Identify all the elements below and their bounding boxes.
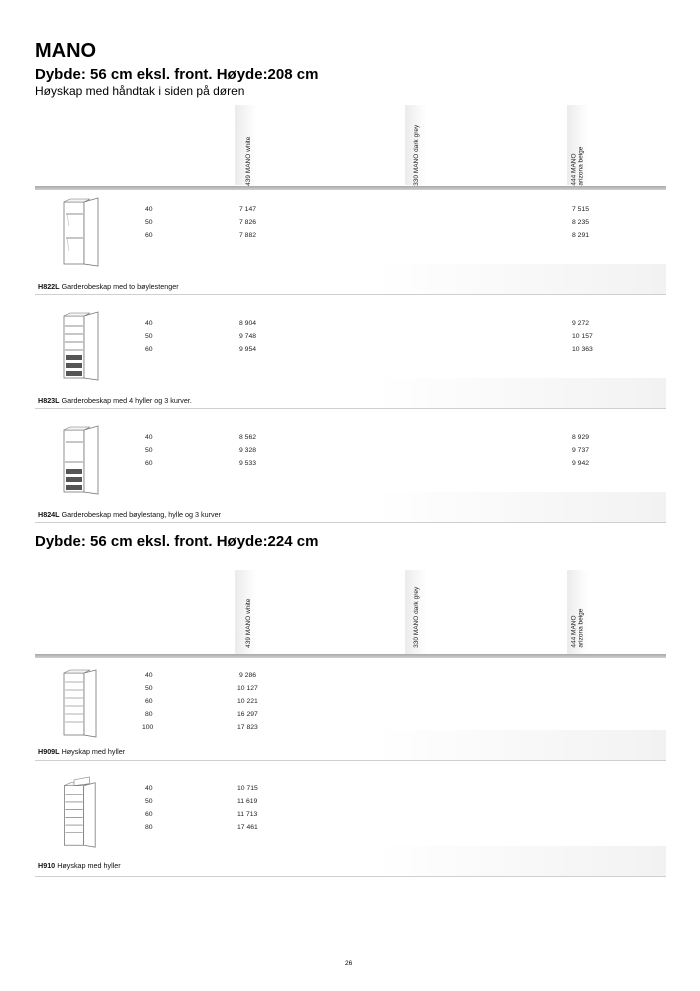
cabinet-thumbnail: [50, 665, 100, 740]
product-description: Høyskap med hyller: [57, 861, 121, 870]
size-value: 40: [145, 434, 153, 441]
row-shade: [376, 730, 666, 760]
product-code: H824L: [38, 510, 60, 519]
price-beige: 9 942: [572, 460, 590, 467]
row-shade: [376, 378, 666, 408]
price-white: 9 328: [239, 447, 257, 454]
price-white: 17 823: [237, 724, 258, 731]
section-1-subheading: Høyskap med håndtak i siden på døren: [35, 84, 245, 98]
product-row-h824l: [35, 419, 666, 523]
section-2-heading: Dybde: 56 cm eksl. front. Høyde:224 cm: [35, 533, 319, 550]
size-value: 60: [145, 698, 153, 705]
product-row-h822l: [35, 191, 666, 295]
size-value: 40: [145, 206, 153, 213]
size-value: 50: [145, 798, 153, 805]
product-caption: [38, 396, 192, 405]
row-shade: [376, 846, 666, 876]
brand-title: MANO: [35, 40, 97, 62]
size-value: 50: [145, 447, 153, 454]
price-white: 9 954: [239, 346, 257, 353]
price-beige: 10 363: [572, 346, 593, 353]
price-beige: 7 515: [572, 206, 590, 213]
column-label-dark-grey: 330 MANO dark grey: [413, 124, 421, 186]
size-value: 80: [145, 711, 153, 718]
cabinet-thumbnail: [50, 196, 100, 271]
product-description: Garderobeskap med bøylestang, hylle og 3 kurver: [61, 510, 221, 519]
price-beige: 9 737: [572, 447, 590, 454]
price-white: 11 713: [237, 811, 258, 818]
price-white: 8 562: [239, 434, 257, 441]
product-row-h910: [35, 773, 666, 877]
price-white: 10 221: [237, 698, 258, 705]
price-white: 7 147: [239, 206, 257, 213]
product-description: Garderobeskap med to bøylestenger: [61, 282, 179, 291]
section-1-heading: Dybde: 56 cm eksl. front. Høyde:208 cm: [35, 66, 319, 83]
price-beige: 9 272: [572, 320, 590, 327]
price-white: 10 715: [237, 785, 258, 792]
price-beige: 8 929: [572, 434, 590, 441]
cabinet-thumbnail: [50, 776, 100, 851]
price-white: 11 619: [237, 798, 258, 805]
product-code: H822L: [38, 282, 60, 291]
price-white: 10 127: [237, 685, 258, 692]
row-shade: [376, 492, 666, 522]
section-1-column-header: [35, 105, 666, 190]
size-value: 60: [145, 346, 153, 353]
size-value: 50: [145, 685, 153, 692]
product-description: Garderobeskap med 4 hyller og 3 kurver.: [61, 396, 192, 405]
product-code: H909L: [38, 747, 60, 756]
price-white: 17 461: [237, 824, 258, 831]
price-white: 9 533: [239, 460, 257, 467]
header-rule: [35, 654, 666, 658]
size-value: 80: [145, 824, 153, 831]
header-rule: [35, 186, 666, 190]
section-2-column-header: [35, 570, 666, 660]
size-value: 40: [145, 672, 153, 679]
price-white: 7 826: [239, 219, 257, 226]
cabinet-thumbnail: [50, 424, 100, 499]
price-white: 16 297: [237, 711, 258, 718]
size-value: 60: [145, 232, 153, 239]
size-value: 60: [145, 460, 153, 467]
product-code: H823L: [38, 396, 60, 405]
product-caption: [38, 510, 221, 519]
price-white: 7 882: [239, 232, 257, 239]
page-number: 26: [345, 960, 353, 967]
price-beige: 8 291: [572, 232, 590, 239]
size-value: 60: [145, 811, 153, 818]
row-shade: [376, 264, 666, 294]
price-white: 8 904: [239, 320, 257, 327]
column-label-white: 439 MANO white: [245, 598, 253, 648]
size-value: 50: [145, 219, 153, 226]
size-value: 40: [145, 320, 153, 327]
price-beige: 10 157: [572, 333, 593, 340]
product-caption: [38, 861, 121, 870]
product-description: Høyskap med hyller: [61, 747, 126, 756]
product-code: H910: [38, 861, 56, 870]
size-value: 50: [145, 333, 153, 340]
column-label-dark-grey: 330 MANO dark grey: [413, 586, 421, 648]
price-white: 9 286: [239, 672, 257, 679]
price-white: 9 748: [239, 333, 257, 340]
column-label-arizona-beige: 444 MANO arizona beige: [570, 146, 585, 186]
product-caption: [38, 747, 125, 756]
column-label-white: 439 MANO white: [245, 136, 253, 186]
product-row-h823l: [35, 305, 666, 409]
price-beige: 8 235: [572, 219, 590, 226]
product-caption: [38, 282, 179, 291]
column-label-arizona-beige: 444 MANO arizona beige: [570, 608, 585, 648]
size-value: 40: [145, 785, 153, 792]
size-value: 100: [142, 724, 154, 731]
product-row-h909l: [35, 660, 666, 761]
cabinet-thumbnail: [50, 310, 100, 385]
